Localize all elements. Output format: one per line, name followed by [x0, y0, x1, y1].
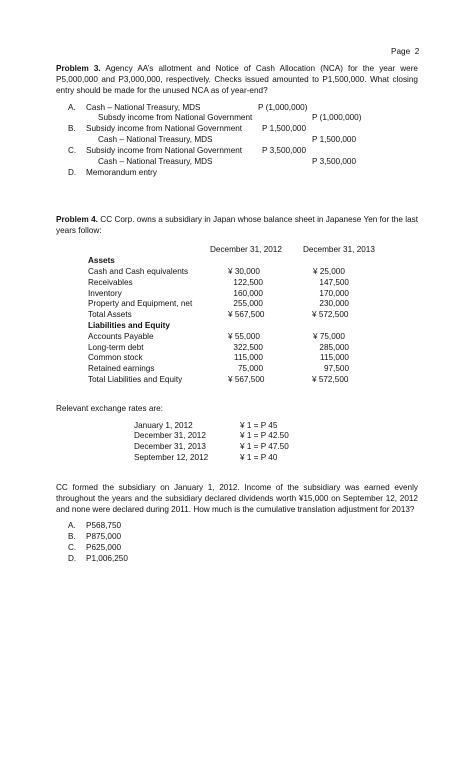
choice-text: P1,006,250	[86, 554, 128, 563]
page-number: 2	[414, 47, 420, 56]
choice-credit-amount: P 1,500,000	[312, 135, 357, 144]
choice-credit: Subsdy income from National Government	[98, 113, 253, 122]
table-cell: ¥ 25,000	[313, 267, 345, 276]
table-cell: ¥ 567,500	[228, 310, 265, 319]
table-cell: ¥ 572,500	[312, 375, 349, 384]
table-cell: 160,000	[233, 289, 263, 298]
table-cell: 97,500	[323, 364, 349, 373]
page-label: Page	[391, 47, 411, 56]
choice-debit: Memorandum entry	[86, 168, 157, 177]
table-row-label: Property and Equipment, net	[88, 299, 193, 308]
rate-value: ¥ 1 = P 47.50	[240, 442, 289, 451]
column-header-2012: December 31, 2012	[210, 245, 282, 254]
table-row-label: Retained earnings	[88, 364, 155, 373]
table-row-label: Total Liabilities and Equity	[88, 375, 183, 384]
column-header-2013: December 31, 2013	[303, 245, 375, 254]
rate-value: ¥ 1 = P 42.50	[240, 431, 289, 440]
choice-letter: C.	[68, 146, 77, 155]
table-cell: 322,500	[233, 343, 263, 352]
choice-debit: Subsidy income from National Government	[86, 124, 243, 133]
choice-letter: B.	[68, 124, 76, 133]
table-cell: ¥ 55,000	[228, 332, 260, 341]
table-row-label: Total Assets	[88, 310, 132, 319]
choice-letter: A.	[68, 521, 76, 530]
problem4-title: Problem 4.	[56, 215, 98, 224]
table-cell: 230,000	[319, 299, 349, 308]
choice-text: P875,000	[86, 532, 122, 541]
choice-letter: C.	[68, 543, 77, 552]
choice-credit: Cash – National Treasury, MDS	[98, 157, 213, 166]
choice-text: P625,000	[86, 543, 122, 552]
table-cell: 122,500	[233, 278, 263, 287]
problem4-question: CC formed the subsidiary on January 1, 2012. Income of the subsidiary was earned evenly throughout the years and the subsidiary declared dividends worth ¥15,000 on September 12, 2012 and none were declared during 2011. How much is the cumulative translation adjustment for 2013?	[56, 483, 418, 514]
choice-debit-amount: P 3,500,000	[262, 146, 307, 155]
rate-date: December 31, 2012	[134, 431, 206, 440]
choice-letter: B.	[68, 532, 76, 541]
table-cell: 75,000	[237, 364, 263, 373]
rates-heading: Relevant exchange rates are:	[56, 404, 163, 413]
choice-credit: Cash – National Treasury, MDS	[98, 135, 213, 144]
problem3-paragraph	[56, 63, 418, 96]
table-cell: 115,000	[320, 353, 349, 362]
choice-text: P568,750	[86, 521, 122, 530]
problem3-text: Agency AA’s allotment and Notice of Cash Allocation (NCA) for the year were P5,000,000 and P3,000,000, respectively. Checks issued amounted to P1,500,000. What closing entry should be made for the unused NCA as of year-end?	[56, 64, 418, 95]
page-header	[391, 47, 419, 56]
choice-debit-amount: P (1,000,000)	[258, 103, 308, 112]
problem4-paragraph	[56, 214, 418, 236]
choice-debit-amount: P 1,500,000	[262, 124, 307, 133]
table-row-label: Liabilities and Equity	[88, 321, 170, 330]
problem4-text: CC Corp. owns a subsidiary in Japan whose balance sheet in Japanese Yen for the last years follow:	[56, 215, 418, 235]
table-cell: 170,000	[319, 289, 349, 298]
table-row-label: Receivables	[88, 278, 133, 287]
table-row-label: Assets	[88, 256, 115, 265]
table-row-label: Common stock	[88, 353, 143, 362]
choice-debit: Subsidy income from National Government	[86, 146, 243, 155]
rate-value: ¥ 1 = P 40	[240, 453, 278, 462]
choice-credit-amount: P 3,500,000	[312, 157, 357, 166]
table-row-label: Cash and Cash equivalents	[88, 267, 189, 276]
problem3-title: Problem 3.	[56, 64, 101, 73]
choice-letter: A.	[68, 103, 76, 112]
table-cell: ¥ 567,500	[228, 375, 265, 384]
rate-date: September 12, 2012	[134, 453, 209, 462]
table-row-label: Accounts Payable	[88, 332, 154, 341]
rate-date: December 31, 2013	[134, 442, 206, 451]
table-cell: ¥ 75,000	[313, 332, 345, 341]
table-cell: ¥ 30,000	[228, 267, 260, 276]
table-row-label: Inventory	[88, 289, 122, 298]
choice-letter: D.	[68, 168, 77, 177]
rate-date: January 1, 2012	[134, 421, 193, 430]
rate-value: ¥ 1 = P 45	[240, 421, 278, 430]
choice-debit: Cash – National Treasury, MDS	[86, 103, 201, 112]
choice-letter: D.	[68, 554, 77, 563]
table-cell: 255,000	[233, 299, 263, 308]
table-cell: ¥ 572,500	[312, 310, 349, 319]
table-cell: 147,500	[319, 278, 349, 287]
table-cell: 115,000	[234, 353, 263, 362]
table-row-label: Long-term debt	[88, 343, 144, 352]
table-cell: 285,000	[319, 343, 349, 352]
choice-credit-amount: P (1,000,000)	[312, 113, 362, 122]
